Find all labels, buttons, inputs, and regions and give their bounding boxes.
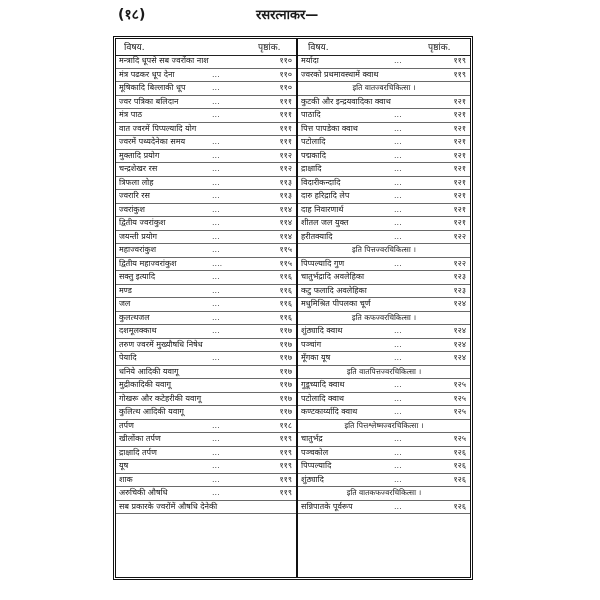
index-row: [116, 298, 296, 312]
index-table: [113, 36, 473, 580]
leader-dots: ...: [394, 123, 402, 133]
page-header: [118, 5, 518, 25]
entry-title: शुंठ्यादि क्वाथ: [301, 326, 343, 335]
index-row: [298, 55, 470, 69]
entry-title: जल: [119, 299, 131, 308]
entry-title: मुक्तादि प्रयोग: [119, 150, 160, 160]
entry-page: १२४: [453, 299, 466, 308]
entry-title: महाज्वरांकुश: [119, 245, 157, 254]
entry-page: १११: [279, 137, 292, 146]
entry-page: ११७: [279, 380, 292, 389]
entry-page: ११२: [279, 150, 292, 160]
entry-page: ११७: [279, 407, 292, 416]
index-row: [116, 231, 296, 245]
section-end-row: [298, 244, 470, 258]
entry-title: वात ज्वरमें पिप्पल्यादि योग: [119, 123, 197, 133]
entry-title: ज्वरको प्रथमावस्थामें क्वाथ: [301, 69, 379, 79]
entry-page: ११९: [453, 56, 466, 65]
entry-page: १२१: [453, 177, 466, 187]
entry-title: पटोलादि क्वाथ: [301, 393, 344, 403]
entry-title: ज्वर पत्रिका बलिदान: [119, 96, 179, 106]
leader-dots: ...: [394, 137, 402, 146]
index-row: [116, 379, 296, 393]
index-row: [116, 217, 296, 231]
entry-page: १११: [279, 110, 292, 119]
entry-title: दाह निवारणार्थ: [301, 204, 344, 214]
index-row: [298, 150, 470, 164]
entry-page: १२१: [453, 96, 466, 106]
index-row: [116, 460, 296, 474]
entry-title: मूँगका यूष: [301, 353, 331, 362]
index-row: [116, 325, 296, 339]
index-row: [116, 312, 296, 326]
index-row: [298, 69, 470, 83]
leader-dots: ...: [212, 191, 220, 200]
entry-title: पटोलादि: [301, 137, 326, 146]
entry-page: १२२: [453, 258, 466, 268]
index-row: [298, 271, 470, 285]
index-row: [298, 136, 470, 150]
index-row: [116, 150, 296, 164]
entry-page: १२१: [453, 218, 466, 227]
entry-title: दशमूलक्काथ: [119, 326, 157, 335]
entry-title: द्वितीय महाज्वरांकुश: [119, 258, 177, 268]
section-end-row: [298, 312, 470, 326]
entry-page: ११२: [279, 164, 292, 173]
entry-page: ११९: [279, 488, 292, 497]
leader-dots: ...: [394, 231, 402, 241]
left-column: [116, 55, 296, 577]
section-label: इति वातज्वरचिकित्सा ।: [352, 83, 416, 92]
entry-title: पञ्चकोल: [301, 447, 329, 457]
leader-dots: ...: [394, 218, 402, 227]
page-number: (१८): [118, 7, 146, 23]
entry-title: शाक: [119, 474, 133, 484]
index-row: [298, 474, 470, 488]
right-page-header: पृष्ठांक.: [428, 43, 451, 53]
index-row: [116, 190, 296, 204]
entry-page: ११३: [279, 177, 292, 187]
entry-title: पेयादि: [119, 353, 137, 362]
section-label: इति पित्तज्वरचिकित्सा ।: [352, 245, 416, 254]
leader-dots: ...: [394, 110, 402, 119]
entry-page: १२१: [453, 164, 466, 173]
entry-title: मंत्र पढकर धूप देना: [119, 69, 175, 79]
index-row: [116, 501, 296, 515]
entry-page: ११०: [279, 56, 292, 65]
index-row: [116, 96, 296, 110]
entry-page: १२१: [453, 137, 466, 146]
index-row: [116, 406, 296, 420]
entry-title: धनिये आदिकी यवागू: [119, 366, 179, 376]
entry-title: कटु फलादि अवलेहिका: [301, 285, 367, 295]
entry-page: १२६: [453, 461, 466, 470]
entry-page: १२३: [453, 272, 466, 281]
entry-title: त्रिफला लोह: [119, 177, 154, 187]
section-end-row: [298, 487, 470, 501]
entry-page: १२६: [453, 501, 466, 511]
entry-title: चातुर्भद्रादि अवलेहिका: [301, 272, 365, 281]
entry-page: १२१: [453, 150, 466, 160]
index-row: [116, 352, 296, 366]
index-row: [116, 82, 296, 96]
entry-title: सक्तु इत्यादि: [119, 272, 156, 281]
entry-title: पित्त पापडेका क्वाथ: [301, 123, 358, 133]
leader-dots: ...: [212, 312, 220, 322]
entry-page: १२५: [453, 393, 466, 403]
entry-title: कुलित्थ आदिकी यवागू: [119, 407, 184, 416]
index-row: [298, 96, 470, 110]
entry-page: १२१: [453, 123, 466, 133]
index-row: [298, 285, 470, 299]
index-row: [298, 123, 470, 137]
entry-page: १११: [279, 96, 292, 106]
entry-page: ११३: [279, 191, 292, 200]
entry-title: गुडूच्यादि क्वाथ: [301, 380, 345, 389]
entry-title: सन्निपातके पूर्वरूप: [301, 501, 353, 511]
index-row: [298, 406, 470, 420]
index-row: [298, 352, 470, 366]
index-row: [298, 109, 470, 123]
entry-title: मुद्रीकादिकी यवागू: [119, 380, 172, 389]
index-row: [116, 136, 296, 150]
leader-dots: ...: [212, 285, 220, 295]
leader-dots: ...: [212, 461, 220, 470]
leader-dots: ...: [394, 474, 402, 484]
index-row: [116, 393, 296, 407]
index-row: [116, 474, 296, 488]
leader-dots: ...: [212, 245, 220, 254]
entry-title: तरुण ज्वरमें मुख्यौषधि निषेध: [119, 339, 203, 349]
leader-dots: ...: [394, 434, 402, 443]
leader-dots: ...: [394, 380, 402, 389]
entry-title: द्राक्षादि: [301, 164, 322, 173]
index-row: [116, 420, 296, 434]
entry-page: १२५: [453, 434, 466, 443]
leader-dots: ...: [394, 164, 402, 173]
index-row: [298, 460, 470, 474]
leader-dots: ...: [212, 137, 220, 146]
section-label: इति वातकफज्वरचिकित्सा ।: [346, 488, 422, 497]
index-row: [298, 217, 470, 231]
section-end-row: [298, 366, 470, 380]
entry-title: जयन्ती प्रयोग: [119, 231, 157, 241]
left-page-header: पृष्ठांक.: [258, 43, 281, 53]
entry-page: ११९: [279, 447, 292, 457]
entry-page: ११९: [279, 474, 292, 484]
entry-title: चन्द्रशेखर रस: [119, 164, 158, 173]
index-row: [298, 447, 470, 461]
entry-page: ११६: [279, 272, 292, 281]
leader-dots: ...: [212, 218, 220, 227]
index-row: [116, 69, 296, 83]
index-row: [298, 393, 470, 407]
index-row: [298, 190, 470, 204]
index-row: [116, 123, 296, 137]
section-end-row: [298, 420, 470, 434]
entry-title: द्वितीय ज्वरांकुश: [119, 218, 166, 227]
entry-title: पद्मकादि: [301, 150, 326, 160]
leader-dots: ...: [394, 191, 402, 200]
leader-dots: ...: [394, 501, 402, 511]
entry-title: पिप्पल्यादि गुण: [301, 258, 345, 268]
index-row: [116, 55, 296, 69]
entry-title: गोखरू और कटेहरीकी यवागू: [119, 393, 202, 403]
index-row: [116, 271, 296, 285]
leader-dots: ...: [394, 204, 402, 214]
section-label: इति कफज्वरचिकित्सा ।: [351, 312, 417, 322]
index-row: [298, 325, 470, 339]
entry-page: ११४: [279, 204, 292, 214]
entry-page: ११४: [279, 218, 292, 227]
entry-title: पिप्पल्यादि: [301, 461, 332, 470]
entry-title: मूषिकादि बिल्लाकी धूप: [119, 83, 186, 92]
entry-title: पञ्चांग: [301, 339, 322, 349]
leader-dots: ...: [212, 474, 220, 484]
entry-page: १२४: [453, 326, 466, 335]
entry-title: सब प्रकारके ज्वरोंमें औषधि देनेकी: [119, 501, 218, 511]
entry-title: मंत्र पाठ: [119, 110, 143, 119]
entry-title: पाठादि: [301, 110, 321, 119]
leader-dots: ...: [394, 326, 402, 335]
entry-page: ११६: [279, 299, 292, 308]
leader-dots: ...: [212, 110, 220, 119]
entry-page: १२१: [453, 110, 466, 119]
leader-dots: ...: [212, 164, 220, 173]
entry-page: ११६: [279, 312, 292, 322]
entry-title: यूष: [119, 461, 129, 470]
index-row: [116, 204, 296, 218]
leader-dots: ...: [212, 204, 220, 214]
entry-page: १२२: [453, 231, 466, 241]
entry-title: ज्वरांकुश: [119, 204, 145, 214]
index-row: [116, 258, 296, 272]
index-row: [298, 258, 470, 272]
leader-dots: ...: [212, 353, 220, 362]
entry-title: तर्पण: [119, 420, 134, 430]
section-label: इति पित्तश्लेष्मज्वरचिकित्सा ।: [344, 420, 424, 430]
index-row: [116, 433, 296, 447]
entry-page: ११७: [279, 393, 292, 403]
index-row: [298, 433, 470, 447]
entry-title: दारु हरिद्रादि लेप: [301, 191, 350, 200]
entry-page: ११९: [453, 69, 466, 79]
entry-title: मधुमिश्रित पीपलका चूर्ण: [301, 299, 371, 308]
entry-page: ११५: [279, 245, 292, 254]
index-row: [116, 447, 296, 461]
leader-dots: ...: [394, 407, 402, 416]
index-row: [116, 285, 296, 299]
entry-page: १२६: [453, 447, 466, 457]
leader-dots: ...: [212, 326, 220, 335]
entry-title: खीलोंका तर्पण: [119, 434, 161, 443]
index-row: [116, 366, 296, 380]
leader-dots: ...: [212, 434, 220, 443]
entry-page: १२५: [453, 380, 466, 389]
left-subject-header: विषय.: [124, 43, 145, 53]
entry-page: १२४: [453, 339, 466, 349]
leader-dots: ...: [212, 69, 220, 79]
entry-page: १२३: [453, 285, 466, 295]
index-row: [298, 298, 470, 312]
leader-dots: ...: [394, 447, 402, 457]
leader-dots: ....: [212, 258, 223, 268]
entry-title: मण्ड: [119, 285, 132, 295]
entry-page: १११: [279, 123, 292, 133]
entry-title: शुंठ्यादि: [301, 474, 324, 484]
index-row: [116, 177, 296, 191]
entry-title: द्राक्षादि तर्पण: [119, 447, 157, 457]
index-row: [116, 163, 296, 177]
leader-dots: ...: [212, 272, 220, 281]
leader-dots: ...: [394, 56, 402, 65]
index-row: [298, 231, 470, 245]
entry-page: ११०: [279, 83, 292, 92]
entry-page: ११७: [279, 339, 292, 349]
entry-title: कुटकी और इन्द्रयवादिका क्वाथ: [301, 96, 391, 106]
entry-page: ११०: [279, 69, 292, 79]
right-column: [298, 55, 470, 577]
entry-page: ११५: [279, 258, 292, 268]
leader-dots: ...: [212, 96, 220, 106]
entry-page: ११७: [279, 353, 292, 362]
running-title: रसरत्नाकर—: [256, 8, 319, 23]
leader-dots: ...: [394, 339, 402, 349]
entry-title: अरुचिकी औषधि: [119, 488, 168, 497]
entry-title: मन्त्रादि धूपसे सब ज्वरोंका नाश: [119, 56, 209, 65]
section-label: इति वातपित्तज्वरचिकित्सा ।: [346, 366, 422, 376]
entry-title: मर्यादा: [301, 56, 319, 65]
leader-dots: ...: [394, 353, 402, 362]
entry-page: ११६: [279, 285, 292, 295]
entry-title: कण्टकार्य्यादि क्वाथ: [301, 407, 358, 416]
entry-title: शीतल जल युक्त: [301, 218, 349, 227]
index-row: [298, 379, 470, 393]
entry-page: ११८: [279, 420, 292, 430]
table-header: [116, 39, 470, 56]
entry-page: १२६: [453, 474, 466, 484]
index-row: [298, 204, 470, 218]
entry-title: चातुर्भद्र: [301, 434, 323, 443]
right-subject-header: विषय.: [308, 43, 329, 53]
index-row: [116, 339, 296, 353]
entry-title: हरीतक्यादि: [301, 231, 333, 241]
index-row: [298, 163, 470, 177]
leader-dots: ...: [394, 258, 402, 268]
leader-dots: ...: [212, 447, 220, 457]
leader-dots: ...: [212, 231, 220, 241]
index-row: [298, 501, 470, 515]
entry-title: ज्वरमें पथ्यदेनेका समय: [119, 137, 186, 146]
entry-page: १२१: [453, 191, 466, 200]
entry-page: १२१: [453, 204, 466, 214]
entry-title: कुलत्थजल: [119, 312, 150, 322]
leader-dots: ...: [212, 488, 220, 497]
leader-dots: ...: [212, 177, 220, 187]
leader-dots: ...: [394, 150, 402, 160]
entry-page: ११९: [279, 434, 292, 443]
leader-dots: ...: [394, 461, 402, 470]
entry-page: ११९: [279, 461, 292, 470]
index-row: [116, 487, 296, 501]
entry-page: ११७: [279, 326, 292, 335]
leader-dots: ...: [212, 420, 220, 430]
index-row: [298, 177, 470, 191]
index-row: [298, 339, 470, 353]
leader-dots: ...: [212, 83, 220, 92]
index-row: [116, 109, 296, 123]
entry-page: ११४: [279, 231, 292, 241]
entry-title: ज्वरारि रस: [119, 191, 150, 200]
section-end-row: [298, 82, 470, 96]
leader-dots: ...: [394, 393, 402, 403]
entry-page: १२४: [453, 353, 466, 362]
entry-page: १२५: [453, 407, 466, 416]
entry-page: ११७: [279, 366, 292, 376]
leader-dots: ...: [212, 299, 220, 308]
leader-dots: ...: [394, 177, 402, 187]
leader-dots: ...: [212, 150, 220, 160]
index-row: [116, 244, 296, 258]
entry-title: विदारीकन्दादि: [301, 177, 341, 187]
